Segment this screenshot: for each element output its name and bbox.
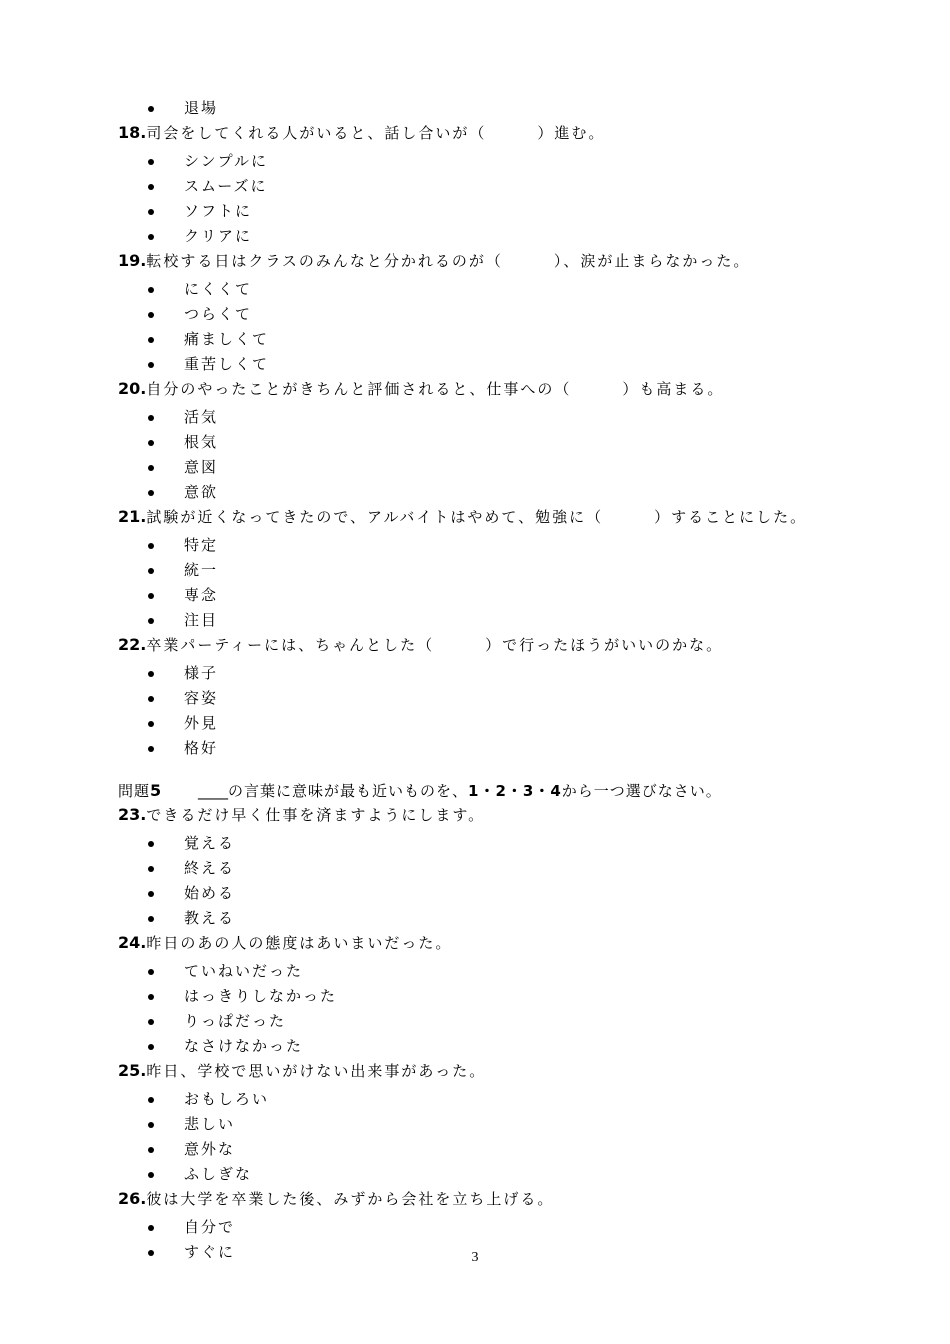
- question-number: 21.: [118, 507, 147, 526]
- question-number: 24.: [118, 933, 147, 952]
- option-item: 格好: [118, 736, 898, 761]
- question-number: 23.: [118, 805, 147, 824]
- option-item: 外見: [118, 711, 898, 736]
- option-item: すぐに: [118, 1240, 898, 1265]
- option-item: ていねいだった: [118, 959, 898, 984]
- section-5-heading: [118, 778, 898, 803]
- question-24-options: [118, 959, 898, 1059]
- question-text: 試験が近くなってきたので、アルバイトはやめて、勉強に（ ）することにした。: [146, 508, 808, 526]
- underline-blank: ____: [198, 782, 228, 800]
- option-item: 教える: [118, 906, 898, 931]
- question-text: 昨日のあの人の態度はあいまいだった。: [146, 934, 453, 952]
- option-item: りっぱだった: [118, 1009, 898, 1034]
- option-item: スムーズに: [118, 174, 898, 199]
- section-label-prefix: 問題: [118, 782, 151, 800]
- question-21-options: [118, 533, 898, 633]
- option-item: シンプルに: [118, 149, 898, 174]
- question-23-options: [118, 831, 898, 931]
- question-20-options: [118, 405, 898, 505]
- option-item: 退場: [118, 96, 898, 121]
- option-item: 注目: [118, 608, 898, 633]
- question-number: 22.: [118, 635, 147, 654]
- section-spacer: [118, 761, 898, 778]
- option-item: にくくて: [118, 277, 898, 302]
- question-22: [118, 633, 898, 658]
- answer-choices: 1・2・3・4: [468, 782, 562, 800]
- option-item: 特定: [118, 533, 898, 558]
- option-item: クリアに: [118, 224, 898, 249]
- section-label: [118, 778, 198, 804]
- question-number: 25.: [118, 1061, 147, 1080]
- question-24: [118, 931, 898, 956]
- question-number: 18.: [118, 123, 147, 142]
- question-number: 26.: [118, 1189, 147, 1208]
- question-text: 昨日、学校で思いがけない出来事があった。: [146, 1062, 487, 1080]
- question-text: できるだけ早く仕事を済ますようにします。: [146, 806, 486, 824]
- question-21: [118, 505, 898, 530]
- option-item: 自分で: [118, 1215, 898, 1240]
- option-item: 様子: [118, 661, 898, 686]
- option-item: つらくて: [118, 302, 898, 327]
- option-item: 痛ましくて: [118, 327, 898, 352]
- question-text: 司会をしてくれる人がいると、話し合いが（ ）進む。: [146, 124, 606, 142]
- question-19-options: [118, 277, 898, 377]
- option-item: 意外な: [118, 1137, 898, 1162]
- instruction-before: の言葉に意味が最も近いものを、: [228, 782, 469, 800]
- question-text: 彼は大学を卒業した後、みずから会社を立ち上げる。: [146, 1190, 555, 1208]
- option-item: 終える: [118, 856, 898, 881]
- option-item: 重苦しくて: [118, 352, 898, 377]
- section-label-number: 5: [150, 781, 163, 800]
- option-item: おもしろい: [118, 1087, 898, 1112]
- page-content: [118, 96, 898, 1265]
- question-text: 自分のやったことがきちんと評価されると、仕事への（ ）も高まる。: [146, 380, 725, 398]
- option-item: 統一: [118, 558, 898, 583]
- option-item: なさけなかった: [118, 1034, 898, 1059]
- question-text: 転校する日はクラスのみんなと分かれるのが（ ）、涙が止まらなかった。: [146, 252, 751, 270]
- option-item: 意欲: [118, 480, 898, 505]
- question-20: [118, 377, 898, 402]
- question-22-options: [118, 661, 898, 761]
- option-item: 始める: [118, 881, 898, 906]
- question-18-options: [118, 149, 898, 249]
- option-item: ふしぎな: [118, 1162, 898, 1187]
- option-item: 専念: [118, 583, 898, 608]
- option-item: ソフトに: [118, 199, 898, 224]
- question-26: [118, 1187, 898, 1212]
- option-item: 悲しい: [118, 1112, 898, 1137]
- option-item: 根気: [118, 430, 898, 455]
- option-item: 活気: [118, 405, 898, 430]
- question-number: 20.: [118, 379, 147, 398]
- option-item: 覚える: [118, 831, 898, 856]
- option-item: 容姿: [118, 686, 898, 711]
- question-25-options: [118, 1087, 898, 1187]
- option-item: はっきりしなかった: [118, 984, 898, 1009]
- question-25: [118, 1059, 898, 1084]
- question-number: 19.: [118, 251, 147, 270]
- question-23: [118, 803, 898, 828]
- instruction-after: から一つ選びなさい。: [561, 782, 722, 800]
- option-item: 意図: [118, 455, 898, 480]
- question-text: 卒業パーティーには、ちゃんとした（ ）で行ったほうがいいのかな。: [146, 636, 724, 654]
- page-number: 3: [471, 1250, 479, 1265]
- question-19: [118, 249, 898, 274]
- leading-options-list: [118, 96, 898, 121]
- question-18: [118, 121, 898, 146]
